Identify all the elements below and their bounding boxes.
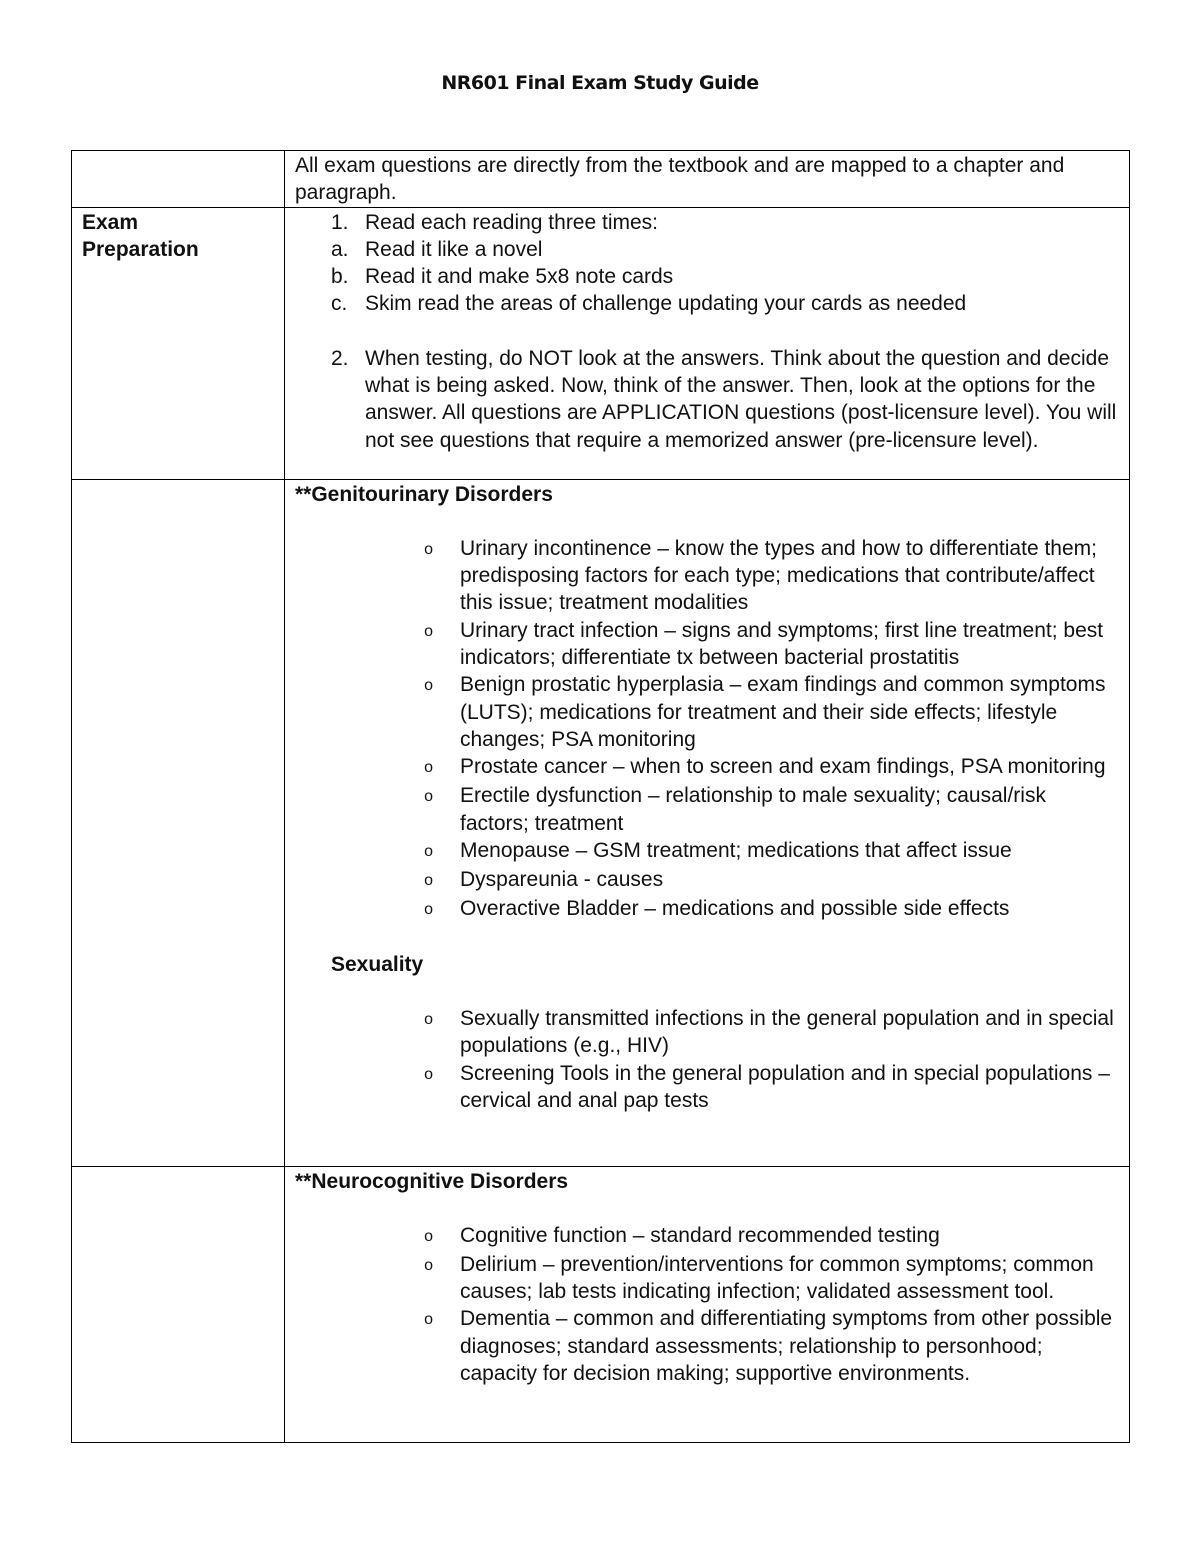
list-item-text: Screening Tools in the general population and in special populations – cervical and anal pap tests [460,1061,1110,1113]
bullet-icon: o [424,842,433,860]
sexuality-heading: Sexuality [331,952,424,976]
genitourinary-cell [285,479,1130,1166]
list-marker: a. [331,237,349,261]
bullet-list [295,535,1119,924]
list-item [295,345,1119,454]
row-label-cell [72,1166,285,1442]
list-item-text: Dyspareunia - causes [460,867,664,891]
list-item [295,1005,1119,1060]
table-row [72,479,1130,1166]
spacer [295,508,1119,535]
list-marker: 1. [331,210,349,234]
section-heading: **Neurocognitive Disorders [295,1169,569,1193]
list-item [295,236,1119,263]
list-item-text: Prostate cancer – when to screen and exam findings, PSA monitoring [460,755,1106,779]
document-title: NR601 Final Exam Study Guide [441,72,759,94]
bullet-icon: o [424,677,433,695]
list-item [295,866,1119,895]
list-marker: c. [331,292,348,316]
bullet-icon: o [424,1256,433,1274]
bullet-icon: o [424,900,433,918]
list-item [295,1251,1119,1306]
bullet-icon: o [424,1227,433,1245]
list-item [295,290,1119,317]
row-label-cell [72,151,285,208]
list-item [295,617,1119,672]
list-item [295,837,1119,866]
list-item-text: When testing, do NOT look at the answers. Think about the question and decide what is being asked. Now, think of the answer. Then, look at the options for the answer. All questions are APPLICATION questions (post-licensure level). You will not see questions that require a memorized answer (pre-licensure level). [365,346,1117,452]
bullet-list [295,1005,1119,1114]
intro-text: All exam questions are directly from the textbook and are mapped to a chapter and paragraph. [295,154,1065,205]
list-item [295,209,1119,236]
spacer [295,1195,1119,1222]
study-guide-table [71,150,1130,1443]
bullet-icon: o [424,1011,433,1029]
list-item [295,895,1119,924]
list-item [295,671,1119,753]
list-item [295,535,1119,617]
spacer [295,978,1119,1005]
row-label-cell [72,207,285,479]
list-item [295,263,1119,290]
bullet-list [295,1222,1119,1387]
bullet-icon: o [424,759,433,777]
list-item-text: Urinary tract infection – signs and symptoms; first line treatment; best indicators; differentiate tx between bacterial prostatitis [460,618,1104,670]
table-row [72,151,1130,208]
list-item [295,1305,1119,1387]
list-item-text: Dementia – common and differentiating symptoms from other possible diagnoses; standard assessments; relationship to personhood; capacity for decision making; supportive environments. [460,1307,1113,1386]
list-item-text: Read each reading three times: [365,210,659,234]
section-heading: **Genitourinary Disorders [295,482,553,506]
exam-preparation-cell [285,207,1130,479]
list-item-text: Menopause – GSM treatment; medications that affect issue [460,838,1012,862]
list-item [295,753,1119,782]
exam-preparation-label: Exam Preparation [82,210,199,261]
bullet-icon: o [424,540,433,558]
bullet-icon: o [424,871,433,889]
list-item [295,782,1119,837]
list-item-text: Delirium – prevention/interventions for common symptoms; common causes; lab tests indicating infection; validated assessment tool. [460,1252,1094,1304]
spacer [295,924,1119,951]
neurocognitive-cell [285,1166,1130,1442]
list-item-text: Benign prostatic hyperplasia – exam findings and common symptoms (LUTS); medications for treatment and their side effects; lifestyle changes; PSA monitoring [460,673,1106,751]
list-item-text: Read it like a novel [365,237,543,261]
spacer [295,318,1119,345]
list-item-text: Erectile dysfunction – relationship to male sexuality; causal/risk factors; treatment [460,784,1046,835]
list-item-text: Overactive Bladder – medications and possible side effects [460,896,1010,920]
bullet-icon: o [424,1065,433,1083]
intro-cell [285,151,1130,208]
list-item-text: Sexually transmitted infections in the general population and in special populations (e.g., HIV) [460,1007,1114,1058]
list-marker: 2. [331,346,349,370]
table-row [72,207,1130,479]
list-marker: b. [331,265,349,289]
bullet-icon: o [424,788,433,806]
list-item [295,1060,1119,1115]
bullet-icon: o [424,1311,433,1329]
bullet-icon: o [424,622,433,640]
list-item-text: Skim read the areas of challenge updating your cards as needed [365,292,967,316]
table-row [72,1166,1130,1442]
list-item [295,1222,1119,1251]
list-item-text: Read it and make 5x8 note cards [365,265,674,289]
list-item-text: Urinary incontinence – know the types and how to differentiate them; predisposing factors for each type; medications that contribute/affect this issue; treatment modalities [460,536,1097,615]
row-label-cell [72,479,285,1166]
list-item-text: Cognitive function – standard recommended testing [460,1223,940,1247]
